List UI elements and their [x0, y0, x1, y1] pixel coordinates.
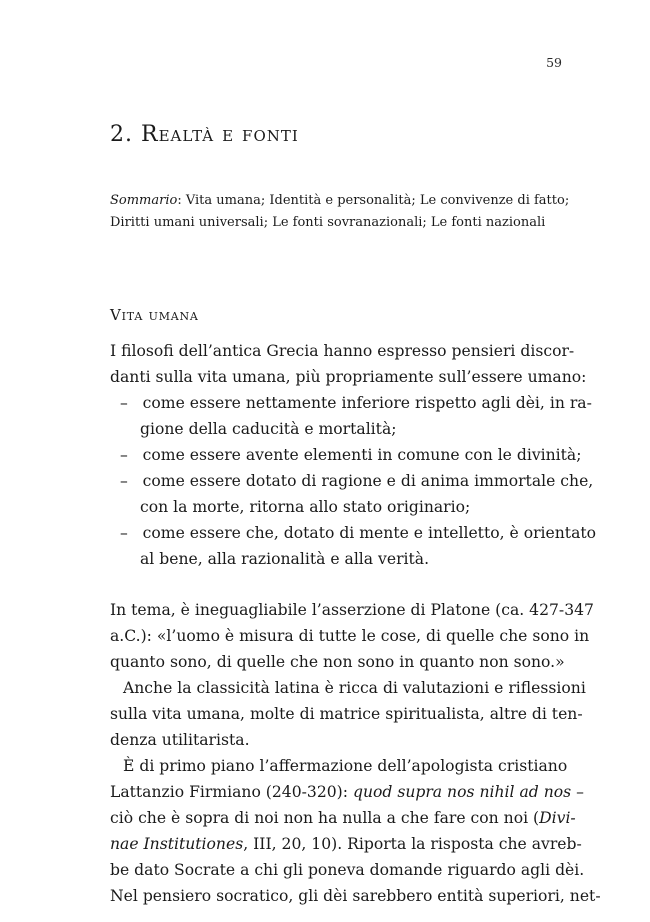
text-line: Nel pensiero socratico, gli dèi sarebbero entità superiori, net-	[110, 887, 601, 905]
summary-label: Sommario	[110, 193, 178, 208]
bullet-list	[110, 390, 597, 572]
text-line: Anche la classicità latina è ricca di valutazioni e riflessioni	[123, 679, 586, 697]
text-line: È di primo piano l’affermazione dell’apologista cristiano	[123, 757, 568, 775]
list-item: – come essere dotato di ragione e di anima immortale che,	[120, 472, 594, 490]
paragraph	[110, 753, 601, 909]
list-item-continuation: gione della caducità e mortalità;	[140, 420, 397, 438]
section-heading: Vita umana	[110, 306, 199, 324]
text-line: be dato Socrate a chi gli poneva domande riguardo agli dèi.	[110, 861, 585, 879]
body-text	[110, 338, 601, 909]
text-line: I filosofi dell’antica Grecia hanno espresso pensieri discor-	[110, 342, 575, 360]
chapter-title-text: Realtà e fonti	[141, 122, 299, 147]
chapter-number: 2.	[110, 122, 133, 147]
text-line: quanto sono, di quelle che non sono in quanto non sono.»	[110, 653, 565, 671]
text-line: ciò che è sopra di noi non ha nulla a che fare con noi (Divi-	[110, 809, 576, 827]
list-item: – come essere che, dotato di mente e intelletto, è orientato	[120, 524, 597, 542]
page-number: 59	[546, 55, 562, 70]
text-line: denza utilitarista.	[110, 731, 250, 749]
paragraph	[110, 675, 586, 753]
text-line: sulla vita umana, molte di matrice spiritualista, altre di ten-	[110, 705, 583, 723]
text-line: a.C.): «l’uomo è misura di tutte le cose, di quelle che sono in	[110, 627, 590, 645]
summary-line-2: Diritti umani universali; Le fonti sovranazionali; Le fonti nazionali	[110, 215, 546, 230]
list-item-continuation: con la morte, ritorna allo stato originario;	[140, 498, 471, 516]
summary-line-1: : Vita umana; Identità e personalità; Le convivenze di fatto;	[177, 193, 570, 208]
list-item-continuation: al bene, alla razionalità e alla verità.	[140, 550, 430, 568]
paragraph	[110, 338, 587, 390]
chapter-summary	[110, 190, 580, 234]
text-line: danti sulla vita umana, più propriamente sull’essere umano:	[110, 368, 587, 386]
paragraph	[110, 597, 594, 675]
list-item: – come essere avente elementi in comune con le divinità;	[120, 446, 582, 464]
text-line: nae Institutiones, III, 20, 10). Riporta la risposta che avreb-	[110, 835, 582, 853]
text-line: In tema, è ineguagliabile l’asserzione di Platone (ca. 427-347	[110, 601, 594, 619]
text-line: Lattanzio Firmiano (240-320): quod supra nos nihil ad nos –	[110, 783, 584, 801]
list-item: – come essere nettamente inferiore rispetto agli dèi, in ra-	[120, 394, 592, 412]
chapter-title	[110, 122, 299, 147]
